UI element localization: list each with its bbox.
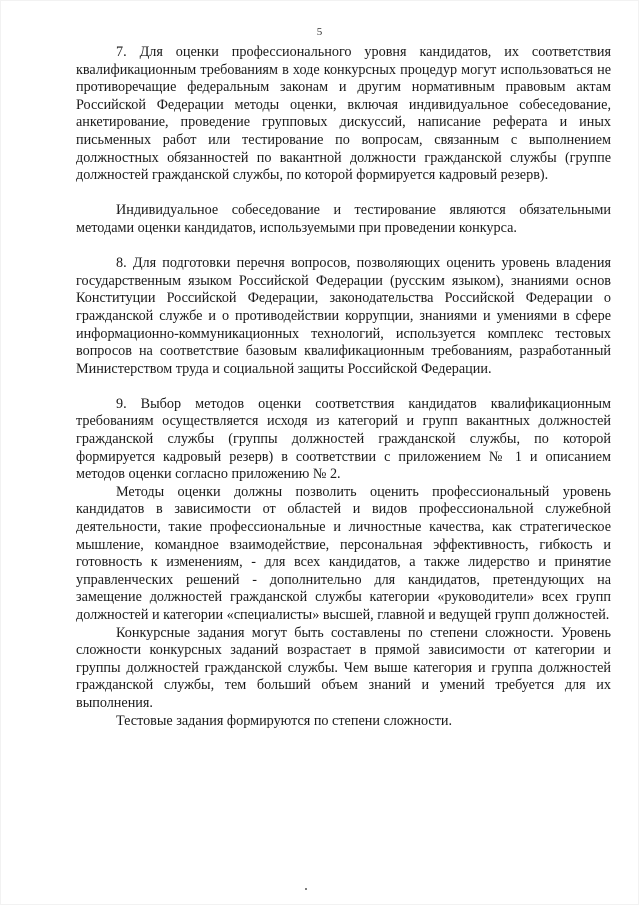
paragraph-9-method-selection: 9. Выбор методов оценки соответствия кандидатов квалификационным требованиям осуществляется исходя из категорий и групп вакантных должностей гражданской службы (группы должностей гражданской службы, по которой формируется кадровый резерв) в соответствии с приложением № 1 и описанием методов оценки согласно приложению № 2. <box>76 395 611 483</box>
paragraph-7-assessment-methods: 7. Для оценки профессионального уровня кандидатов, их соответствия квалификационным требованиям в ходе конкурсных процедур могут использоваться не противоречащие федеральным законам и другим нормативным правовым актам Российской Федерации методы оценки, включая индивидуальное собеседование, анкетирование, проведение групповых дискуссий, написание реферата и иных письменных работ или тестирование по вопросам, связанным с выполнением должностных обязанностей по вакантной должности гражданской службы (группе должностей гражданской службы, по которой формируется кадровый резерв). <box>76 44 611 184</box>
paragraph-task-complexity: Конкурсные задания могут быть составлены по степени сложности. Уровень сложности конкурсных заданий возрастает в прямой зависимости от категории и группы должностей гражданской службы. Чем выше категория и группа должностей гражданской службы, тем больший объем знаний и умений требуется для их выполнения. <box>76 624 611 711</box>
paragraph-qualities-assessment: Методы оценки должны позволить оценить профессиональный уровень кандидатов в зависимости от областей и видов профессиональной служебной деятельности, такие профессиональные и личностные качества, как стратегическое мышление, командное взаимодействие, персональная эффективность, гибкость и готовность к изменениям, - для всех кандидатов, а также лидерство и принятие управленческих решений - дополнительно для кандидатов, претендующих на замещение должностей гражданской службы категории «руководители» всех групп должностей и категории «специалисты» высшей, главной и ведущей групп должностей. <box>76 483 611 623</box>
paragraph-mandatory-methods: Индивидуальное собеседование и тестирование являются обязательными методами оценки кандидатов, используемыми при проведении конкурса. <box>76 202 611 236</box>
document-body <box>76 44 611 730</box>
paragraph-test-tasks: Тестовые задания формируются по степени сложности. <box>116 712 453 729</box>
scan-speck <box>305 888 307 890</box>
paragraph-8-question-list: 8. Для подготовки перечня вопросов, позволяющих оценить уровень владения государственным языком Российской Федерации (русским языком), знаниями основ Конституции Российской Федерации, законодательства Российской Федерации о гражданской службе и о противодействии коррупции, знаниями и умениями в сфере информационно-коммуникационных технологий, используется комплекс тестовых вопросов на соответствие базовым квалификационным требованиям, разработанный Министерством труда и социальной защиты Российской Федерации. <box>76 255 611 377</box>
page-number: 5 <box>316 26 323 38</box>
